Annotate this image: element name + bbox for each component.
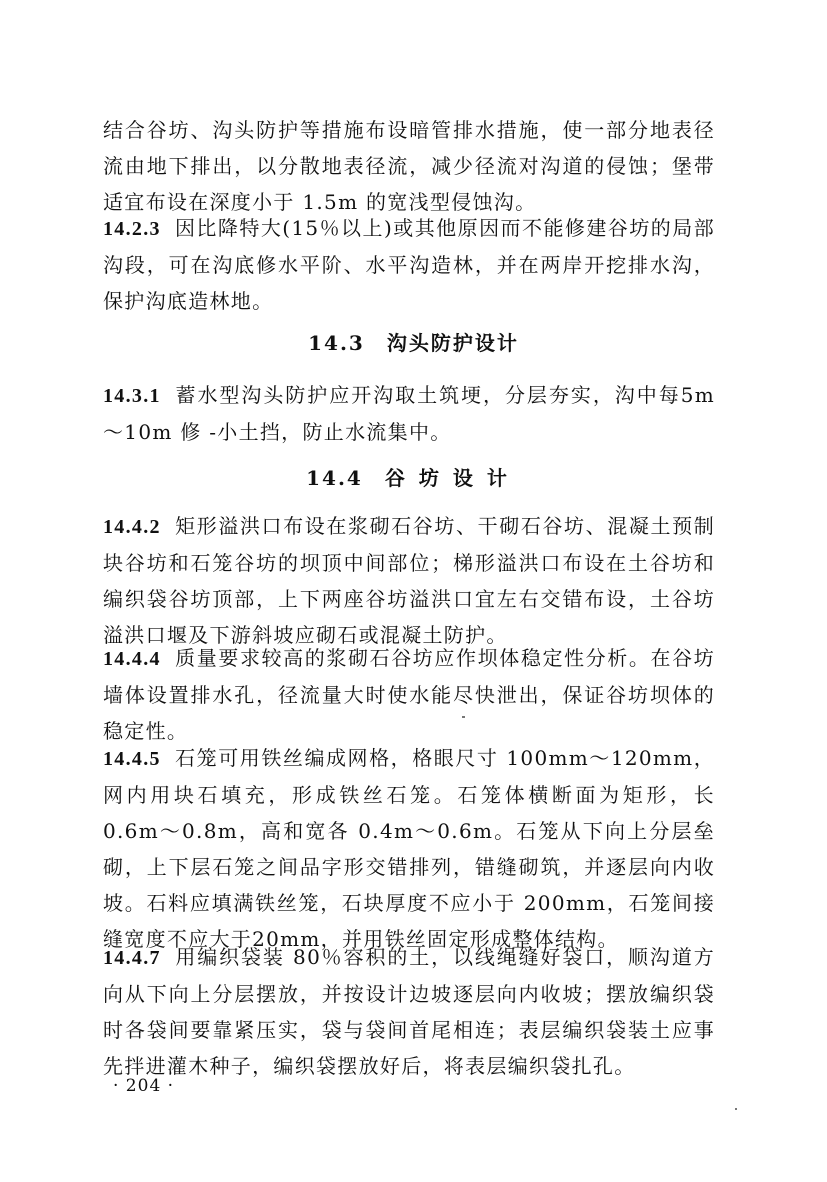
clause-text: 用编织袋装 80％容积的土，以线绳缝好袋口，顺沟道方向从下向上分层摆放，并按设计边坡逐层向内收坡；摆放编织袋时各袋间要靠紧压实，袋与袋间首尾相连；表层编织袋装土应事先拌进灌木种子，编织袋摆放好后，将表层编织袋扎孔。 bbox=[103, 945, 715, 1078]
clause-text: 因比降特大(15％以上)或其他原因而不能修建谷坊的局部沟段，可在沟底修水平阶、水平沟造林，并在两岸开挖排水沟，保护沟底造林地。 bbox=[103, 216, 715, 313]
section-title: 沟头防护设计 bbox=[386, 331, 519, 355]
clause-number: 14.4.5 bbox=[103, 748, 161, 770]
clause-14-2-3 bbox=[103, 210, 715, 319]
section-heading-14-4 bbox=[0, 462, 827, 491]
page-number: · 204 · bbox=[113, 1076, 175, 1096]
section-number: 14.3 bbox=[308, 331, 365, 355]
clause-14-4-5 bbox=[103, 740, 715, 957]
clause-text: 质量要求较高的浆砌石谷坊应作坝体稳定性分析。在谷坊墙体设置排水孔，径流量大时使水能尽快泄出，保证谷坊坝体的稳定性。 bbox=[103, 646, 715, 743]
section-heading-14-3 bbox=[0, 327, 827, 356]
clause-14-4-7 bbox=[103, 939, 715, 1084]
clause-number: 14.3.1 bbox=[103, 385, 161, 407]
clause-14-3-1 bbox=[103, 377, 715, 450]
scan-speck bbox=[735, 1108, 737, 1110]
clause-text: 蓄水型沟头防护应开沟取土筑埂，分层夯实，沟中每5m～10m 修 -小土挡，防止水流集中。 bbox=[103, 383, 715, 444]
paragraph-continuation bbox=[103, 112, 715, 220]
clause-number: 14.4.4 bbox=[103, 648, 161, 670]
clause-number: 14.4.2 bbox=[103, 516, 161, 538]
paragraph-text: 结合谷坊、沟头防护等措施布设暗管排水措施，使一部分地表径流由地下排出，以分散地表径流，减少径流对沟道的侵蚀；堡带适宜布设在深度小于 1.5m 的宽浅型侵蚀沟。 bbox=[103, 118, 715, 214]
clause-number: 14.4.7 bbox=[103, 947, 161, 969]
clause-number: 14.2.3 bbox=[103, 218, 161, 240]
clause-14-4-4 bbox=[103, 640, 715, 749]
clause-text: 石笼可用铁丝编成网格，格眼尺寸 100mm～120mm，网内用块石填充，形成铁丝石笼。石笼体横断面为矩形，长 0.6m～0.8m，高和宽各 0.4m～0.6m。石笼从下向上分层垒砌，上下层石笼之间品字形交错排列，错缝砌筑，并逐层向内收坡。石料应填满铁丝笼，石块厚度不应小于 200mm，石笼间接缝宽度不应大于20mm，并用铁丝固定形成整体结构。 bbox=[103, 746, 715, 951]
clause-14-4-2 bbox=[103, 508, 715, 653]
section-number: 14.4 bbox=[306, 466, 363, 490]
section-title: 谷坊设计 bbox=[384, 466, 521, 490]
clause-text: 矩形溢洪口布设在浆砌石谷坊、干砌石谷坊、混凝土预制块谷坊和石笼谷坊的坝顶中间部位；梯形溢洪口布设在土谷坊和编织袋谷坊顶部，上下两座谷坊溢洪口宜左右交错布设，土谷坊溢洪口堰及下游斜坡应砌石或混凝土防护。 bbox=[103, 514, 715, 647]
scan-speck bbox=[462, 716, 465, 718]
